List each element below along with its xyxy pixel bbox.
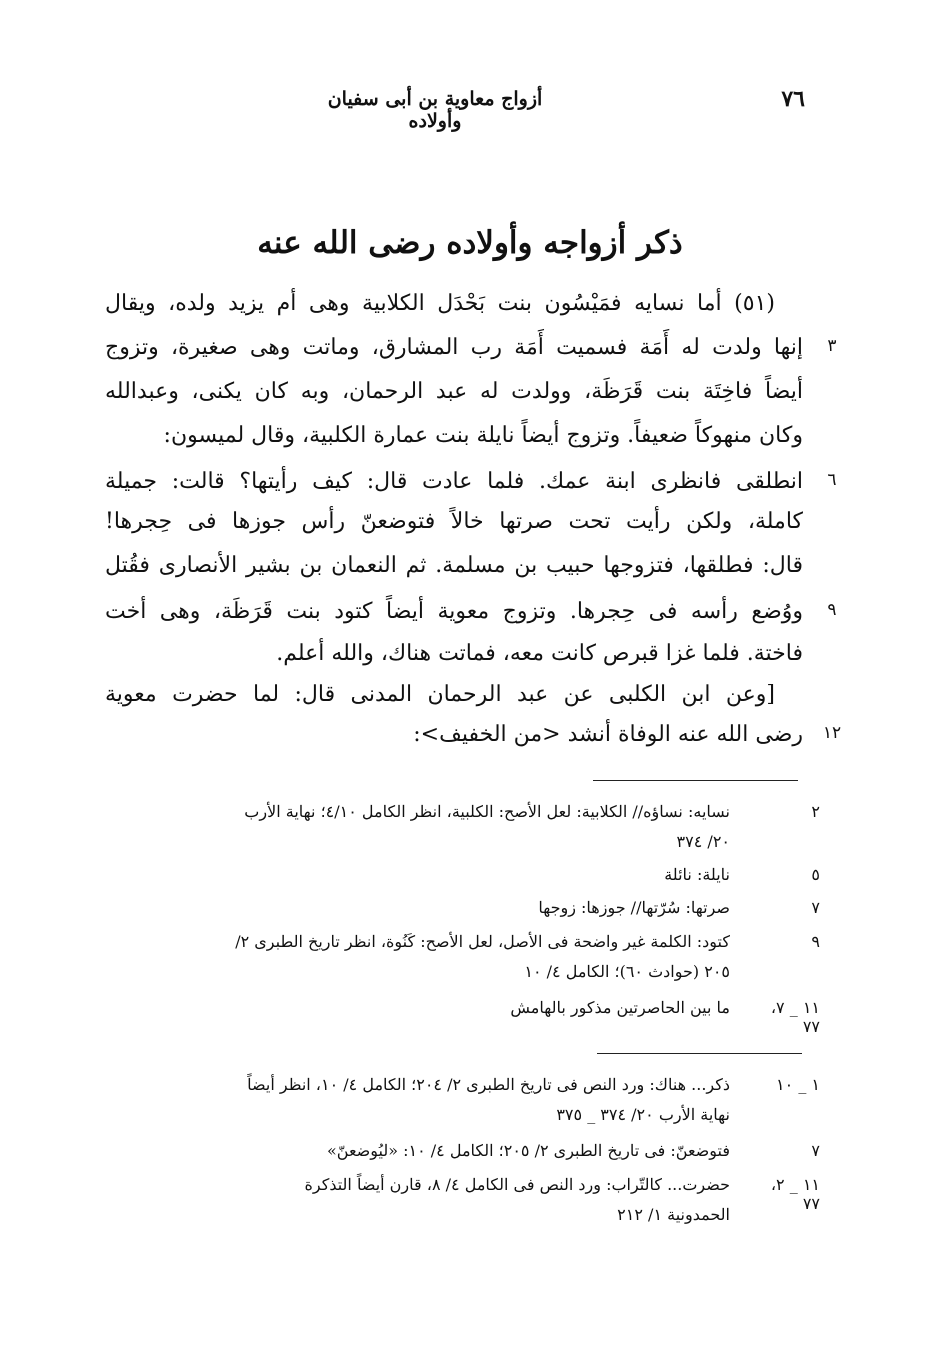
note-text: نسايه: نساؤه// الكلابية: لعل الأصح: الكلبية، انظر الكامل ٤/١٠؛ نهاية الأرب <box>244 802 730 821</box>
footnote-divider-1 <box>593 780 798 781</box>
text-line-content: قال: فطلقها، فتزوجها حبيب بن مسلمة. ثم النعمان بن بشير الأنصارى فقُتل <box>105 553 803 578</box>
note-text: ذكر... هناك: ورد النص فى تاريخ الطبرى ٢/ ٢٠٤؛ الكامل ٤/ ١٠، انظر أيضاً <box>247 1075 730 1094</box>
running-title: أزواج معاوية بن أبى سفيان وأولاده <box>327 88 543 132</box>
note-line-ref: ٢ <box>811 802 820 821</box>
line-number: ٩ <box>827 600 837 620</box>
line-number: ٦ <box>827 470 837 490</box>
text-line-content: فاختة. فلما غزا قبرص كانت معه، فماتت هناك، والله أعلم. <box>276 641 803 666</box>
note-text: حضرت... كالتّراب: ورد النص فى الكامل ٤/ ٨، قارن أيضاً التذكرة <box>304 1175 730 1194</box>
section-title: ذكر أزواجه وأولاده رضى الله عنه <box>257 225 683 261</box>
note-text: الحمدونية ١/ ٢١٢ <box>617 1205 730 1224</box>
text-line-content: [وعن ابن الكلبى عن عبد الرحمان المدنى قال: لما حضرت معوية <box>105 682 775 707</box>
text-line-content: (٥١) أما نسايه فمَيْسُون بنت بَحْدَل الكلابية وهى أم يزيد ولده، ويقال <box>105 291 775 316</box>
text-line-content: ووُضع رأسه فى حِجرها. وتزوج معوية أيضاً كتود بنت قَرَظَة، وهى أخت <box>105 599 803 624</box>
note-line-ref: ٥ <box>811 865 820 884</box>
page-number: ٧٦ <box>781 86 805 112</box>
text-line-content: أيضاً فاخِتَة بنت قَرَظَة، وولدت له عبد الرحمان، وبه كان يكنى، وعبدالله <box>105 379 803 404</box>
text-line-content: انطلقى فانظرى ابنة عمك. فلما عادت قال: كيف رأيتها؟ قالت: جميلة <box>105 469 803 494</box>
text-line-content: كاملة، ولكن رأيت تحت صرتها خالاً فتوضعنّ رأس جوزها فى حِجرها! <box>105 509 803 534</box>
note-text: كتود: الكلمة غير واضحة فى الأصل، لعل الأصح: كَنُوة، انظر تاريخ الطبرى ٢/ <box>235 932 730 951</box>
note-text: ما بين الحاصرتين مذكور بالهامش <box>510 998 730 1017</box>
note-text: نايلة: نائلة <box>664 865 730 884</box>
footnote-divider-2 <box>597 1053 802 1054</box>
note-line-ref: ٧ <box>811 898 820 917</box>
note-line-ref: ١١ _ ٢، ٧٧ <box>770 1175 820 1213</box>
line-number: ٣ <box>827 336 837 356</box>
note-line-ref: ٧ <box>811 1141 820 1160</box>
note-text: فتوضعنّ: فى تاريخ الطبرى ٢/ ٢٠٥؛ الكامل ٤/ ١٠: «ليُوضعنّ» <box>326 1141 730 1160</box>
text-line-content: وكان منهوكاً ضعيفاً. وتزوج أيضاً نايلة بنت عمارة الكلبية، وقال لميسون: <box>163 423 803 448</box>
text-line-content: رضى الله عنه الوفاة أنشد <من الخفيف>: <box>413 722 803 747</box>
note-line-ref: ١ _ ١٠ <box>776 1075 820 1094</box>
note-text: ٢٠٥ (حوادث ٦٠)؛ الكامل ٤/ ١٠ <box>524 962 730 981</box>
note-line-ref: ٩ <box>811 932 820 951</box>
note-text: نهاية الأرب ٢٠/ ٣٧٤ _ ٣٧٥ <box>556 1105 730 1124</box>
note-text: ٢٠/ ٣٧٤ <box>676 832 730 851</box>
line-number: ١٢ <box>822 723 842 743</box>
text-line-content: إنها ولدت له أَمَة فسميت أَمَة رب المشارق، وماتت وهى صغيرة، وتزوج <box>105 335 803 360</box>
note-text: صرتها: سُرّتها// جوزها: زوجها <box>538 898 730 917</box>
note-line-ref: ١١ _ ٧، ٧٧ <box>770 998 820 1036</box>
